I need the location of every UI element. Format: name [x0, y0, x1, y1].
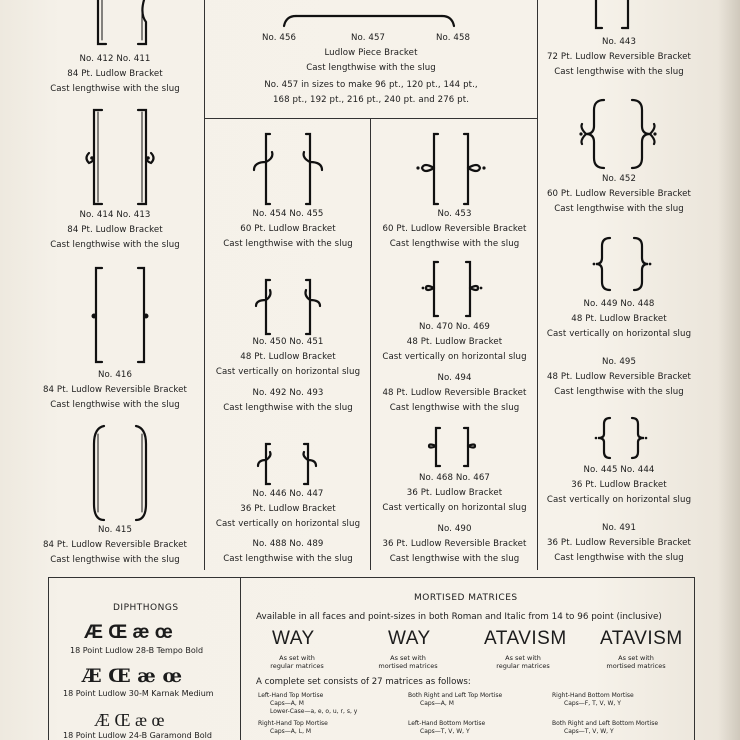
box-right — [694, 577, 695, 740]
item-description: Cast lengthwise with the slug — [389, 239, 520, 249]
item-450-451 — [206, 335, 370, 380]
item-488-489 — [206, 537, 370, 567]
bracket-453-image — [414, 132, 494, 208]
bracket-449-448-image — [590, 236, 660, 294]
sample-word: WAY — [272, 628, 315, 649]
piece-bracket-item — [206, 31, 536, 108]
item-description: Cast lengthwise with the slug — [306, 63, 436, 73]
item-description: Cast vertically on horizontal slug — [546, 329, 692, 339]
item-title: 36 Pt. Ludlow Bracket — [240, 504, 336, 514]
diphthong-caption: 18 Point Ludlow 30-M Karnak Medium — [63, 689, 214, 698]
mortise-list-both-top: Both Right and Left Top Mortise Caps—A, M — [408, 692, 503, 707]
box-divider — [240, 577, 241, 740]
bracket-446-447-image — [256, 442, 326, 488]
item-numbers: No. 470 No. 469 — [418, 322, 491, 332]
item-description: Cast lengthwise with the slug — [389, 403, 520, 413]
item-description: Cast vertically on horizontal slug — [546, 495, 692, 505]
item-title: 48 Pt. Ludlow Bracket — [571, 314, 667, 324]
item-title: 36 Pt. Ludlow Reversible Bracket — [546, 538, 692, 548]
item-description: Cast lengthwise with the slug — [50, 555, 180, 565]
item-416 — [30, 368, 200, 413]
item-numbers: No. 414 No. 413 — [79, 210, 151, 220]
item-title: 36 Pt. Ludlow Bracket — [406, 488, 503, 498]
item-title: 60 Pt. Ludlow Bracket — [240, 224, 336, 234]
item-title: 36 Pt. Ludlow Reversible Bracket — [382, 539, 527, 549]
sizes-line-2: 168 pt., 192 pt., 216 pt., 240 pt. and 276 pt. — [272, 95, 470, 105]
sample-caption: As set with regular matrices — [496, 654, 550, 670]
mortise-list-left-bottom: Left-Hand Bottom Mortise Caps—T, V, W, Y — [408, 720, 486, 735]
row-divider — [204, 118, 537, 119]
sample-word: ATAVISM — [600, 628, 683, 649]
item-numbers: No. 449 No. 448 — [583, 299, 655, 309]
page-edge-shadow — [718, 0, 740, 740]
sample-word: WAY — [388, 628, 431, 649]
item-numbers: No. 490 — [437, 524, 472, 534]
item-468-467 — [372, 471, 537, 516]
item-numbers: No. 445 No. 444 — [583, 465, 655, 475]
item-title: 48 Pt. Ludlow Bracket — [406, 337, 503, 347]
item-470-469 — [372, 320, 537, 365]
item-description: Cast lengthwise with the slug — [223, 554, 353, 564]
item-description: Cast lengthwise with the slug — [554, 204, 684, 214]
piece-bracket-image — [282, 8, 462, 32]
item-title: 60 Pt. Ludlow Reversible Bracket — [382, 224, 527, 234]
mortised-heading: MORTISED MATRICES — [414, 593, 518, 603]
diphthong-sample: Æ Œ æ œ — [82, 665, 182, 687]
box-top — [48, 577, 695, 578]
diphthong-caption: 18 Point Ludlow 24-B Garamond Bold — [63, 731, 212, 740]
item-description: Cast vertically on horizontal slug — [215, 519, 361, 529]
item-numbers: No. 412 No. 411 — [79, 54, 151, 64]
item-description: Cast lengthwise with the slug — [554, 553, 684, 563]
item-title: 84 Pt. Ludlow Bracket — [67, 69, 163, 79]
mortised-intro: Available in all faces and point-sizes in both Roman and Italic from 14 to 96 point (inclusive) — [256, 612, 662, 622]
item-numbers: No. 452 — [601, 174, 637, 184]
item-description: Cast lengthwise with the slug — [50, 84, 180, 94]
item-numbers: No. 454 No. 455 — [252, 209, 324, 219]
item-description: Cast vertically on horizontal slug — [382, 503, 527, 513]
mortise-list-both-bottom: Both Right and Left Bottom Mortise Caps—T, V, W, Y — [552, 720, 659, 735]
item-491 — [539, 521, 699, 566]
bracket-416-image — [84, 266, 164, 366]
item-title: 84 Pt. Ludlow Reversible Bracket — [42, 540, 188, 550]
item-description: Cast lengthwise with the slug — [554, 387, 684, 397]
item-description: Cast lengthwise with the slug — [50, 400, 180, 410]
diphthong-sample: Æ Œ æ œ — [84, 622, 173, 643]
item-453 — [372, 207, 537, 252]
bracket-468-467-image — [424, 426, 484, 470]
item-number: No. 458 — [436, 33, 471, 43]
item-446-447 — [206, 487, 370, 532]
diphthong-sample: Æ Œ æ œ — [94, 710, 165, 730]
item-numbers: No. 443 — [601, 37, 637, 47]
item-numbers: No. 494 — [437, 373, 472, 383]
bracket-454-455-image — [252, 132, 332, 208]
item-numbers: No. 450 No. 451 — [252, 337, 324, 347]
item-title: 48 Pt. Ludlow Reversible Bracket — [546, 372, 692, 382]
item-449-448 — [539, 297, 699, 342]
item-title: 36 Pt. Ludlow Bracket — [571, 480, 667, 490]
item-title: 72 Pt. Ludlow Reversible Bracket — [546, 52, 692, 62]
item-description: Cast vertically on horizontal slug — [215, 367, 361, 377]
item-452 — [539, 172, 699, 217]
bracket-452-image — [578, 98, 662, 172]
diphthong-caption: 18 Point Ludlow 28-B Tempo Bold — [70, 646, 204, 655]
item-415 — [30, 523, 200, 568]
bracket-415-image — [84, 424, 164, 524]
sample-caption: As set with mortised matrices — [378, 654, 438, 670]
item-454-455 — [206, 207, 370, 252]
item-numbers: No. 468 No. 467 — [418, 473, 491, 483]
item-description: Cast lengthwise with the slug — [223, 239, 353, 249]
sample-caption: As set with mortised matrices — [606, 654, 666, 670]
bracket-445-444-image — [592, 416, 656, 462]
bracket-470-469-image — [420, 260, 490, 320]
item-number: No. 457 — [351, 33, 386, 43]
mortise-list-left-top: Left-Hand Top Mortise Caps—A, M Lower-Case—a, e, o, u, r, s, y — [258, 692, 358, 715]
item-numbers: No. 488 No. 489 — [252, 539, 324, 549]
column-divider — [370, 118, 371, 570]
item-title: 84 Pt. Ludlow Bracket — [67, 225, 163, 235]
item-numbers: No. 416 — [97, 370, 133, 380]
item-445-444 — [539, 463, 699, 508]
item-494 — [372, 371, 537, 416]
item-443 — [539, 35, 699, 80]
sample-word: ATAVISM — [484, 628, 567, 649]
item-490 — [372, 522, 537, 567]
box-left — [48, 577, 49, 740]
item-412-411 — [30, 52, 200, 97]
sizes-line-1: No. 457 in sizes to make 96 pt., 120 pt., 144 pt., — [264, 80, 478, 90]
item-description: Cast vertically on horizontal slug — [382, 352, 527, 362]
mortise-list-right-bottom: Right-Hand Bottom Mortise Caps—F, T, V, W, Y — [552, 692, 634, 707]
diphthongs-heading: DIPHTHONGS — [113, 603, 179, 613]
item-description: Cast lengthwise with the slug — [50, 240, 180, 250]
set-note: A complete set consists of 27 matrices as follows: — [256, 677, 471, 687]
item-title: 48 Pt. Ludlow Bracket — [240, 352, 336, 362]
column-divider — [537, 0, 538, 570]
mortise-list-right-top: Right-Hand Top Mortise Caps—A, L, M — [258, 720, 328, 735]
item-495 — [539, 355, 699, 400]
item-title: 84 Pt. Ludlow Reversible Bracket — [42, 385, 188, 395]
item-number: No. 456 — [262, 33, 297, 43]
item-description: Cast lengthwise with the slug — [554, 67, 684, 77]
item-title: 48 Pt. Ludlow Reversible Bracket — [382, 388, 527, 398]
item-title: Ludlow Piece Bracket — [324, 48, 418, 58]
item-492-493 — [206, 386, 370, 416]
item-numbers: No. 446 No. 447 — [252, 489, 324, 499]
column-divider — [204, 0, 205, 570]
bracket-412-411-image — [88, 0, 158, 50]
bracket-443-image — [580, 0, 650, 34]
item-numbers: No. 491 — [601, 523, 637, 533]
item-description: Cast lengthwise with the slug — [389, 554, 520, 564]
item-numbers: No. 453 — [437, 209, 472, 219]
item-numbers: No. 495 — [601, 357, 637, 367]
item-numbers: No. 492 No. 493 — [252, 388, 324, 398]
sample-caption: As set with regular matrices — [270, 654, 324, 670]
item-414-413 — [30, 208, 200, 253]
item-numbers: No. 415 — [97, 525, 133, 535]
bracket-414-413-image — [84, 108, 164, 208]
bracket-450-451-image — [252, 278, 332, 338]
item-description: Cast lengthwise with the slug — [223, 403, 353, 413]
item-title: 60 Pt. Ludlow Reversible Bracket — [546, 189, 692, 199]
